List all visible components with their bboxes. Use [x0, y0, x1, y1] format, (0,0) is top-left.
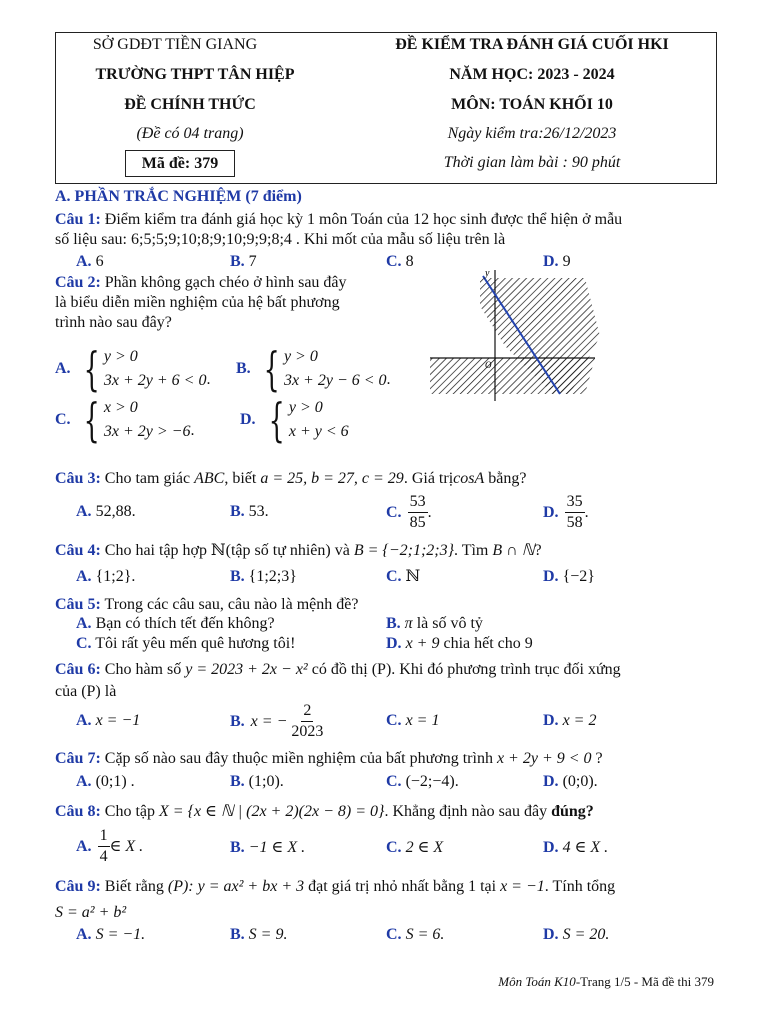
q8-option-a: A. $\frac{1}{4}$ ∈ X .	[76, 827, 144, 865]
exam-title: ĐỀ KIỂM TRA ĐÁNH GIÁ CUỐI HKI	[395, 36, 669, 53]
q3-option-c: C. $\frac{53}{85}$ .	[386, 493, 432, 531]
page-count: (Đề có 04 trang)	[136, 125, 244, 142]
question-6: Câu 6: Cho hàm số y = 2023 + 2x − x² có đồ thị (P). Khi đó phương trình trục đối xứng	[55, 661, 621, 678]
q7-option-d: D. (0;0).	[543, 773, 598, 790]
question-5: Câu 5: Trong các câu sau, câu nào là mệnh đề?	[55, 596, 359, 613]
q6-option-c: C. x = 1	[386, 712, 440, 729]
question-3: Câu 3: Cho tam giác ABC, biết a = 25, b = 27, c = 29. Giá trịcosA bằng?	[55, 470, 527, 487]
q3-option-b: B. 53.	[230, 503, 269, 520]
exam-code: Mã đề: 379	[141, 155, 219, 172]
y-axis-label: y	[485, 268, 490, 279]
question-9: Câu 9: Biết rằng (P): y = ax² + bx + 3 đạt giá trị nhỏ nhất bằng 1 tại x = −1. Tính tổng	[55, 878, 616, 895]
q2-option-c: C. { x > 0 3x + 2y > −6 .	[55, 393, 195, 447]
q4-option-a: A. {1;2}.	[76, 568, 136, 585]
q2-region-graph	[425, 266, 605, 406]
q2-text-line1: Phần không gạch chéo ở hình sau đây	[104, 274, 347, 291]
origin-label: O	[485, 360, 492, 370]
q6-option-a: A. x = −1	[76, 712, 141, 729]
q6-option-d: D. x = 2	[543, 712, 597, 729]
q9-text-line2: S = a² + b²	[55, 904, 127, 921]
q6-text-line2: của (P) là	[55, 683, 117, 700]
q2-option-d: D. { y > 0 x + y < 6	[240, 393, 349, 447]
q3-option-a: A. 52,88.	[76, 503, 136, 520]
q7-option-c: C. (−2;−4).	[386, 773, 459, 790]
q4-option-b: B. {1;2;3}	[230, 568, 297, 585]
q1-text-line2: số liệu sau: 6;5;5;9;10;8;9;10;9;9;8;4 . Khi mốt của mẫu số liệu trên là	[55, 231, 506, 248]
q8-option-d: D. 4 ∈ X .	[543, 839, 609, 856]
question-2	[55, 273, 347, 293]
q5-option-c: C. Tôi rất yêu mến quê hương tôi!	[76, 635, 296, 652]
q1-option-d: D. 9	[543, 253, 571, 270]
exam-date: Ngày kiểm tra:26/12/2023	[447, 125, 617, 142]
q1-option-a: A. 6	[76, 253, 104, 270]
department-name: SỞ GDĐT TIỀN GIANG	[92, 36, 258, 53]
page-footer: Môn Toán K10-Trang 1/5 - Mã đề thi 379	[498, 974, 714, 989]
q4-option-c: C. ℕ	[386, 568, 421, 585]
q1-text-line1: Điểm kiểm tra đánh giá học kỳ 1 môn Toán của 12 học sinh được thể hiện ở mẫu	[104, 211, 623, 228]
section-title: A. PHẦN TRẮC NGHIỆM (7 điểm)	[55, 188, 302, 205]
question-4: Câu 4: Cho hai tập hợp ℕ(tập số tự nhiên) và B = {−2;1;2;3}. Tìm B ∩ ℕ?	[55, 542, 542, 559]
q1-option-b: B. 7	[230, 253, 257, 270]
q9-option-d: D. S = 20.	[543, 926, 610, 943]
subject: MÔN: TOÁN KHỐI 10	[451, 96, 613, 113]
q1-label: Câu 1:	[55, 211, 101, 228]
q1-option-c: C. 8	[386, 253, 414, 270]
q2-text-line3: trình nào sau đây?	[55, 314, 172, 331]
q3-option-d: D. $\frac{35}{58}$ .	[543, 493, 589, 531]
q9-option-a: A. S = −1.	[76, 926, 146, 943]
question-7: Câu 7: Cặp số nào sau đây thuộc miền nghiệm của bất phương trình x + 2y + 9 < 0 ?	[55, 750, 603, 767]
q8-option-c: C. 2 ∈ X	[386, 839, 444, 856]
q2-text-line2: là biểu diễn miền nghiệm của hệ bất phương	[55, 294, 340, 311]
official-label: ĐỀ CHÍNH THỨC	[124, 96, 256, 113]
q9-option-c: C. S = 6.	[386, 926, 445, 943]
q2-option-a: A. { y > 0 3x + 2y + 6 < 0 .	[55, 342, 211, 396]
q5-option-b: B. π là số vô tỷ	[386, 615, 483, 632]
school-name: TRƯỜNG THPT TÂN HIỆP	[95, 66, 295, 83]
exam-duration: Thời gian làm bài : 90 phút	[443, 154, 621, 171]
q7-option-b: B. (1;0).	[230, 773, 284, 790]
q8-option-b: B. −1 ∈ X .	[230, 839, 306, 856]
q6-option-b: B. x = − $\frac{2}{2023}$	[230, 702, 324, 740]
q4-option-d: D. {−2}	[543, 568, 595, 585]
school-year: NĂM HỌC: 2023 - 2024	[449, 66, 615, 83]
q2-label: Câu 2:	[55, 274, 101, 291]
hatched-region-lower	[430, 358, 595, 394]
q5-option-a: A. Bạn có thích tết đến không?	[76, 615, 275, 632]
q9-option-b: B. S = 9.	[230, 926, 288, 943]
q2-option-b: B. { y > 0 3x + 2y − 6 < 0 .	[236, 342, 391, 396]
q5-option-d: D. x + 9 chia hết cho 9	[386, 635, 533, 652]
question-8: Câu 8: Cho tập X = {x ∈ ℕ | (2x + 2)(2x − 8) = 0}. Khẳng định nào sau đây đúng?	[55, 803, 594, 820]
q7-option-a: A. (0;1) .	[76, 773, 135, 790]
question-1	[55, 210, 622, 230]
